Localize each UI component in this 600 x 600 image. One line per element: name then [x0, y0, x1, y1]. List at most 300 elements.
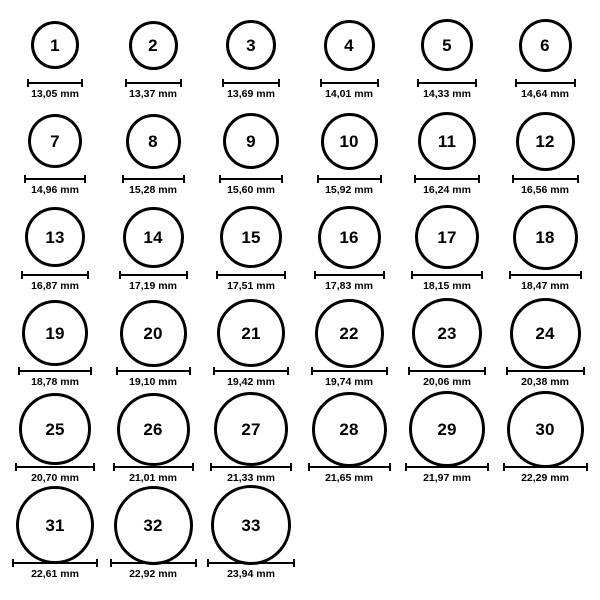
ring-diameter-label: 15,92 mm: [325, 184, 373, 196]
ring-circle: [513, 205, 578, 270]
ring-circle: [129, 21, 178, 70]
diameter-ruler: [503, 463, 588, 470]
ruler-bar: [509, 274, 582, 276]
ring-circle-wrapper: [318, 204, 381, 270]
ruler-cap-right: [93, 463, 95, 471]
ring-circle-wrapper: [519, 12, 572, 78]
ruler-cap-left: [122, 175, 124, 183]
ruler-cap-left: [12, 559, 14, 567]
ring-circle-wrapper: [16, 492, 94, 558]
ring-diameter-label: 14,01 mm: [325, 88, 373, 100]
ring-diameter-label: 13,69 mm: [227, 88, 275, 100]
ring-size-number: 8: [148, 131, 158, 151]
ring-diameter-label: 19,74 mm: [325, 376, 373, 388]
ruler-cap-left: [125, 79, 127, 87]
ring-circle: [318, 206, 381, 269]
ruler-cap-left: [308, 463, 310, 471]
ring-size-cell: [6, 300, 104, 396]
ring-circle: [16, 486, 94, 564]
ring-circle: [117, 393, 190, 466]
ring-size-number: 26: [143, 419, 163, 439]
ring-size-number: 2: [148, 35, 158, 55]
ring-circle-wrapper: [418, 108, 476, 174]
ruler-cap-left: [311, 367, 313, 375]
ring-circle-wrapper: [123, 204, 184, 270]
ruler-cap-right: [183, 175, 185, 183]
ring-diameter-label: 22,61 mm: [31, 568, 79, 580]
diameter-ruler: [12, 559, 98, 566]
ring-diameter-label: 16,56 mm: [521, 184, 569, 196]
ruler-cap-right: [87, 271, 89, 279]
ring-circle-wrapper: [220, 204, 282, 270]
ring-size-cell: [496, 108, 594, 204]
ring-diameter-label: 15,60 mm: [227, 184, 275, 196]
ruler-bar: [311, 370, 388, 372]
ring-size-number: 5: [442, 35, 452, 55]
ruler-cap-right: [577, 175, 579, 183]
ring-circle-wrapper: [129, 12, 178, 78]
diameter-ruler: [18, 367, 92, 374]
ring-circle: [123, 207, 184, 268]
diameter-ruler: [122, 175, 185, 182]
diameter-ruler: [515, 79, 576, 86]
ring-size-cell: [300, 396, 398, 492]
ring-diameter-label: 16,24 mm: [423, 184, 471, 196]
ruler-cap-right: [484, 367, 486, 375]
ring-size-number: 3: [246, 35, 256, 55]
ruler-bar: [512, 178, 579, 180]
diameter-ruler: [222, 79, 280, 86]
diameter-ruler: [24, 175, 86, 182]
ring-diameter-label: 14,33 mm: [423, 88, 471, 100]
ring-circle-wrapper: [409, 396, 485, 462]
ring-size-number: 27: [241, 419, 261, 439]
ring-size-cell: [104, 396, 202, 492]
ruler-cap-right: [475, 79, 477, 87]
ring-diameter-label: 18,47 mm: [521, 280, 569, 292]
ring-size-number: 28: [339, 419, 359, 439]
ruler-bar: [308, 466, 391, 468]
diameter-ruler: [219, 175, 283, 182]
ring-diameter-label: 16,87 mm: [31, 280, 79, 292]
ring-circle: [507, 391, 584, 468]
ring-diameter-label: 14,96 mm: [31, 184, 79, 196]
ring-size-number: 15: [241, 227, 261, 247]
ruler-bar: [506, 370, 585, 372]
ruler-bar: [21, 274, 89, 276]
ring-circle-wrapper: [516, 108, 575, 174]
ring-size-cell: [6, 204, 104, 300]
ring-row: [6, 12, 594, 108]
ring-size-cell: [496, 204, 594, 300]
ring-size-number: 12: [535, 131, 555, 151]
ruler-bar: [411, 274, 483, 276]
ring-size-cell: [300, 300, 398, 396]
ring-size-cell: [300, 12, 398, 108]
ruler-cap-left: [408, 367, 410, 375]
ruler-bar: [116, 370, 191, 372]
diameter-ruler: [207, 559, 295, 566]
ring-size-number: 14: [143, 227, 163, 247]
ring-size-cell: [104, 492, 202, 588]
ring-diameter-label: 19,10 mm: [129, 376, 177, 388]
ring-circle: [418, 112, 476, 170]
ring-circle: [412, 298, 482, 368]
ruler-cap-right: [386, 367, 388, 375]
diameter-ruler: [213, 367, 289, 374]
ring-size-number: 23: [437, 323, 457, 343]
ring-circle: [114, 486, 193, 565]
ring-circle: [217, 299, 285, 367]
ring-circle: [126, 114, 181, 169]
ruler-cap-left: [18, 367, 20, 375]
ruler-cap-left: [509, 271, 511, 279]
ruler-bar: [314, 274, 385, 276]
diameter-ruler: [216, 271, 286, 278]
ruler-cap-left: [207, 559, 209, 567]
ring-circle-wrapper: [31, 12, 79, 78]
ring-circle: [519, 19, 572, 72]
ruler-bar: [18, 370, 92, 372]
ruler-bar: [213, 370, 289, 372]
ruler-cap-left: [27, 79, 29, 87]
ring-circle: [28, 114, 82, 168]
ring-size-cell: [398, 204, 496, 300]
ruler-cap-right: [278, 79, 280, 87]
diameter-ruler: [509, 271, 582, 278]
ruler-cap-left: [503, 463, 505, 471]
ruler-cap-right: [478, 175, 480, 183]
ruler-cap-right: [583, 367, 585, 375]
ring-size-number: 19: [45, 323, 65, 343]
ruler-cap-left: [216, 271, 218, 279]
ring-circle-wrapper: [19, 396, 91, 462]
ruler-cap-left: [116, 367, 118, 375]
diameter-ruler: [119, 271, 188, 278]
ring-size-number: 1: [50, 35, 60, 55]
ring-circle: [22, 300, 88, 366]
ruler-bar: [320, 82, 379, 84]
ruler-cap-right: [383, 271, 385, 279]
ring-size-cell: [104, 12, 202, 108]
ring-diameter-label: 19,42 mm: [227, 376, 275, 388]
ruler-cap-right: [281, 175, 283, 183]
ruler-bar: [113, 466, 194, 468]
diameter-ruler: [417, 79, 477, 86]
ruler-cap-right: [284, 271, 286, 279]
ring-diameter-label: 17,19 mm: [129, 280, 177, 292]
diameter-ruler: [308, 463, 391, 470]
ruler-bar: [119, 274, 188, 276]
ruler-bar: [216, 274, 286, 276]
ring-circle: [220, 206, 282, 268]
ring-circle-wrapper: [211, 492, 291, 558]
ring-diameter-label: 14,64 mm: [521, 88, 569, 100]
ring-size-number: 10: [339, 131, 359, 151]
ring-size-cell: [6, 12, 104, 108]
ring-circle-wrapper: [510, 300, 581, 366]
ring-size-number: 31: [45, 515, 65, 535]
ring-diameter-label: 18,78 mm: [31, 376, 79, 388]
ring-circle-wrapper: [312, 396, 387, 462]
ring-size-cell: [202, 12, 300, 108]
ring-circle-wrapper: [412, 300, 482, 366]
diameter-ruler: [110, 559, 197, 566]
ring-diameter-label: 20,38 mm: [521, 376, 569, 388]
ring-size-number: 25: [45, 419, 65, 439]
ruler-bar: [125, 82, 182, 84]
ruler-cap-right: [389, 463, 391, 471]
ring-size-cell: [202, 396, 300, 492]
ruler-cap-left: [506, 367, 508, 375]
ring-row: [6, 204, 594, 300]
ruler-bar: [515, 82, 576, 84]
ring-size-number: 16: [339, 227, 359, 247]
ruler-bar: [219, 178, 283, 180]
ring-circle: [315, 299, 384, 368]
ring-size-cell: [398, 12, 496, 108]
ring-diameter-label: 18,15 mm: [423, 280, 471, 292]
ring-size-cell: [202, 300, 300, 396]
ring-size-cell: [398, 396, 496, 492]
ruler-cap-right: [96, 559, 98, 567]
ring-circle-wrapper: [513, 204, 578, 270]
ring-circle: [510, 298, 581, 369]
ring-diameter-label: 20,70 mm: [31, 472, 79, 484]
ring-diameter-label: 15,28 mm: [129, 184, 177, 196]
ring-circle-wrapper: [126, 108, 181, 174]
ring-circle: [421, 19, 473, 71]
ring-size-cell: [398, 300, 496, 396]
ring-circle: [409, 391, 485, 467]
ring-diameter-label: 13,05 mm: [31, 88, 79, 100]
ruler-cap-left: [210, 463, 212, 471]
ring-circle: [214, 392, 288, 466]
ring-circle: [223, 113, 279, 169]
ring-circle: [324, 20, 375, 71]
ring-diameter-label: 22,92 mm: [129, 568, 177, 580]
diameter-ruler: [210, 463, 292, 470]
diameter-ruler: [506, 367, 585, 374]
ring-diameter-label: 22,29 mm: [521, 472, 569, 484]
ring-circle: [211, 485, 291, 565]
ruler-cap-right: [180, 79, 182, 87]
ruler-bar: [414, 178, 480, 180]
ring-size-cell: [6, 108, 104, 204]
ring-size-cell: [496, 396, 594, 492]
diameter-ruler: [311, 367, 388, 374]
ring-circle: [312, 392, 387, 467]
ruler-cap-left: [405, 463, 407, 471]
ring-circle-wrapper: [315, 300, 384, 366]
ring-size-number: 7: [50, 131, 60, 151]
ruler-cap-right: [481, 271, 483, 279]
ruler-bar: [210, 466, 292, 468]
ring-circle-wrapper: [324, 12, 375, 78]
ruler-cap-right: [195, 559, 197, 567]
ring-size-number: 33: [241, 515, 261, 535]
ruler-cap-left: [320, 79, 322, 87]
ruler-bar: [222, 82, 280, 84]
diameter-ruler: [21, 271, 89, 278]
ring-circle-wrapper: [25, 204, 85, 270]
ring-size-number: 4: [344, 35, 354, 55]
ruler-bar: [503, 466, 588, 468]
ring-circle-wrapper: [117, 396, 190, 462]
ruler-cap-right: [90, 367, 92, 375]
ring-size-cell: [6, 492, 104, 588]
ring-circle: [226, 20, 276, 70]
ring-size-number: 21: [241, 323, 261, 343]
ruler-cap-right: [377, 79, 379, 87]
ring-size-number: 6: [540, 35, 550, 55]
ring-circle-wrapper: [120, 300, 187, 366]
ruler-bar: [24, 178, 86, 180]
ruler-cap-right: [580, 271, 582, 279]
ring-circle: [516, 112, 575, 171]
ruler-cap-left: [414, 175, 416, 183]
ring-size-cell: [202, 492, 300, 588]
ruler-cap-right: [380, 175, 382, 183]
ruler-cap-left: [317, 175, 319, 183]
ring-circle-wrapper: [22, 300, 88, 366]
diameter-ruler: [405, 463, 489, 470]
ruler-cap-left: [21, 271, 23, 279]
diameter-ruler: [27, 79, 83, 86]
ruler-cap-left: [219, 175, 221, 183]
ring-circle: [31, 21, 79, 69]
ruler-bar: [405, 466, 489, 468]
ring-diameter-label: 21,33 mm: [227, 472, 275, 484]
ruler-cap-left: [417, 79, 419, 87]
ring-circle: [415, 205, 479, 269]
ring-size-number: 30: [535, 419, 555, 439]
ruler-cap-right: [84, 175, 86, 183]
ruler-cap-right: [293, 559, 295, 567]
ring-size-cell: [104, 108, 202, 204]
ruler-bar: [417, 82, 477, 84]
ring-size-cell: [202, 108, 300, 204]
ring-row: [6, 108, 594, 204]
ring-circle-wrapper: [321, 108, 378, 174]
diameter-ruler: [125, 79, 182, 86]
ring-circle-wrapper: [114, 492, 193, 558]
ring-size-number: 24: [535, 323, 555, 343]
ruler-cap-left: [24, 175, 26, 183]
ring-circle-wrapper: [223, 108, 279, 174]
diameter-ruler: [512, 175, 579, 182]
ring-size-cell: [104, 300, 202, 396]
ruler-bar: [110, 562, 197, 564]
ring-circle-wrapper: [214, 396, 288, 462]
diameter-ruler: [15, 463, 95, 470]
ring-size-cell: [300, 204, 398, 300]
ruler-cap-left: [411, 271, 413, 279]
ring-size-number: 9: [246, 131, 256, 151]
diameter-ruler: [314, 271, 385, 278]
ruler-cap-left: [113, 463, 115, 471]
ring-circle-wrapper: [507, 396, 584, 462]
ring-circle-wrapper: [217, 300, 285, 366]
ruler-bar: [27, 82, 83, 84]
ring-size-number: 29: [437, 419, 457, 439]
ruler-cap-left: [314, 271, 316, 279]
ring-circle-wrapper: [28, 108, 82, 174]
ruler-cap-right: [81, 79, 83, 87]
ruler-bar: [122, 178, 185, 180]
ring-size-cell: [300, 108, 398, 204]
ruler-cap-right: [287, 367, 289, 375]
ring-size-cell: [6, 396, 104, 492]
ring-size-cell: [202, 204, 300, 300]
ring-circle-wrapper: [226, 12, 276, 78]
ring-circle-wrapper: [415, 204, 479, 270]
ring-size-number: 11: [437, 131, 457, 151]
diameter-ruler: [320, 79, 379, 86]
ruler-cap-right: [586, 463, 588, 471]
ruler-cap-left: [515, 79, 517, 87]
ring-row: [6, 300, 594, 396]
ruler-cap-left: [110, 559, 112, 567]
diameter-ruler: [116, 367, 191, 374]
ring-size-number: 32: [143, 515, 163, 535]
ring-circle: [120, 300, 187, 367]
ruler-cap-left: [15, 463, 17, 471]
diameter-ruler: [317, 175, 382, 182]
ring-size-number: 20: [143, 323, 163, 343]
ring-row: [6, 492, 594, 588]
ring-size-cell: [104, 204, 202, 300]
ruler-cap-right: [192, 463, 194, 471]
ruler-bar: [207, 562, 295, 564]
diameter-ruler: [414, 175, 480, 182]
ruler-bar: [12, 562, 98, 564]
diameter-ruler: [411, 271, 483, 278]
ring-diameter-label: 13,37 mm: [129, 88, 177, 100]
ring-size-number: 22: [339, 323, 359, 343]
ruler-bar: [15, 466, 95, 468]
ring-diameter-label: 21,65 mm: [325, 472, 373, 484]
ring-circle: [25, 207, 85, 267]
ruler-cap-right: [574, 79, 576, 87]
ruler-cap-right: [189, 367, 191, 375]
ring-circle-wrapper: [421, 12, 473, 78]
ring-row: [6, 396, 594, 492]
ruler-cap-left: [222, 79, 224, 87]
ruler-cap-left: [512, 175, 514, 183]
ring-circle: [321, 113, 378, 170]
ring-diameter-label: 20,06 mm: [423, 376, 471, 388]
ruler-cap-left: [213, 367, 215, 375]
diameter-ruler: [113, 463, 194, 470]
ruler-cap-right: [487, 463, 489, 471]
ruler-cap-right: [186, 271, 188, 279]
ruler-cap-left: [119, 271, 121, 279]
ring-circle: [19, 393, 91, 465]
ring-size-cell: [398, 108, 496, 204]
ring-size-number: 13: [45, 227, 65, 247]
ring-diameter-label: 23,94 mm: [227, 568, 275, 580]
ring-size-number: 18: [535, 227, 555, 247]
ring-size-cell: [496, 300, 594, 396]
ring-diameter-label: 21,97 mm: [423, 472, 471, 484]
ruler-bar: [408, 370, 486, 372]
ruler-bar: [317, 178, 382, 180]
ring-diameter-label: 17,83 mm: [325, 280, 373, 292]
ring-size-cell: [496, 12, 594, 108]
ring-diameter-label: 21,01 mm: [129, 472, 177, 484]
diameter-ruler: [408, 367, 486, 374]
